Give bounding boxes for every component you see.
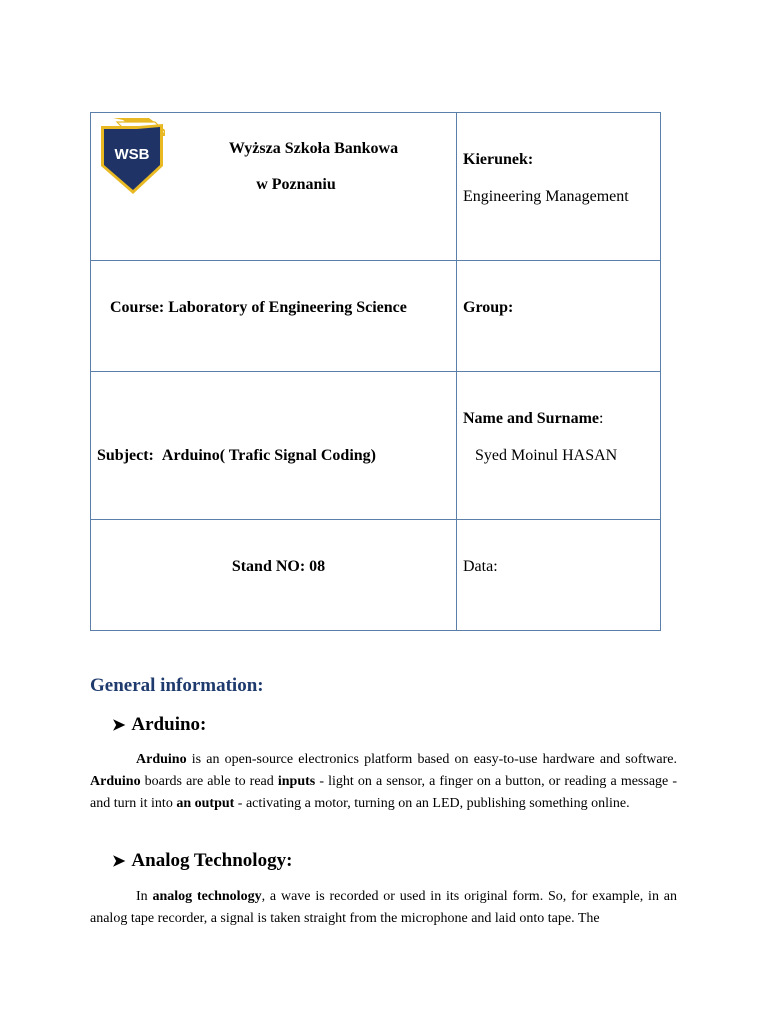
analog-heading: Analog Technology:	[131, 850, 293, 871]
name-cell	[457, 372, 661, 520]
analog-paragraph: In analog technology, a wave is recorded or used in its original form. So, for example, in an analog tape recorder, a signal is taken straight from the microphone and laid onto tape. The	[90, 889, 678, 926]
group-label: Group:	[463, 299, 514, 316]
arduino-paragraph: Arduino is an open-source electronics platform based on easy-to-use hardware and software. Arduino boards are able to read inputs - light on a sensor, a finger on a button, or reading a message - and turn it into an output - activating a motor, turning on an LED, publishing something online.	[90, 752, 677, 811]
name-label: Name and Surname	[463, 410, 600, 427]
analog-heading-line	[112, 850, 292, 872]
kierunek-value: Engineering Management	[463, 188, 629, 205]
subject-label: Subject:	[97, 447, 154, 464]
data-cell	[457, 520, 661, 631]
name-label-line	[463, 410, 603, 428]
school-cell	[91, 113, 457, 261]
header-table	[90, 112, 661, 631]
course-title: Course: Laboratory of Engineering Science	[110, 299, 407, 316]
subject-line	[97, 447, 376, 465]
kierunek-cell	[457, 113, 661, 261]
stand-number: Stand NO: 08	[231, 558, 326, 575]
arduino-heading: Arduino:	[131, 714, 207, 735]
data-label: Data:	[463, 558, 498, 575]
name-colon: :	[599, 410, 604, 427]
svg-text:WSB: WSB	[114, 146, 150, 163]
course-cell	[91, 261, 457, 372]
arduino-heading-line	[112, 714, 206, 736]
stand-cell	[91, 520, 457, 631]
group-cell	[457, 261, 661, 372]
name-value: Syed Moinul HASAN	[475, 447, 618, 464]
arrow-bullet-icon: ➤	[112, 853, 126, 870]
section-title: General information:	[90, 675, 264, 696]
school-city: w Poznaniu	[256, 176, 336, 193]
arrow-bullet-icon: ➤	[112, 717, 126, 734]
school-name: Wyższa Szkoła Bankowa	[228, 140, 399, 157]
subject-value: Arduino( Trafic Signal Coding)	[161, 447, 376, 464]
kierunek-label: Kierunek:	[463, 151, 534, 168]
subject-cell	[91, 372, 457, 520]
